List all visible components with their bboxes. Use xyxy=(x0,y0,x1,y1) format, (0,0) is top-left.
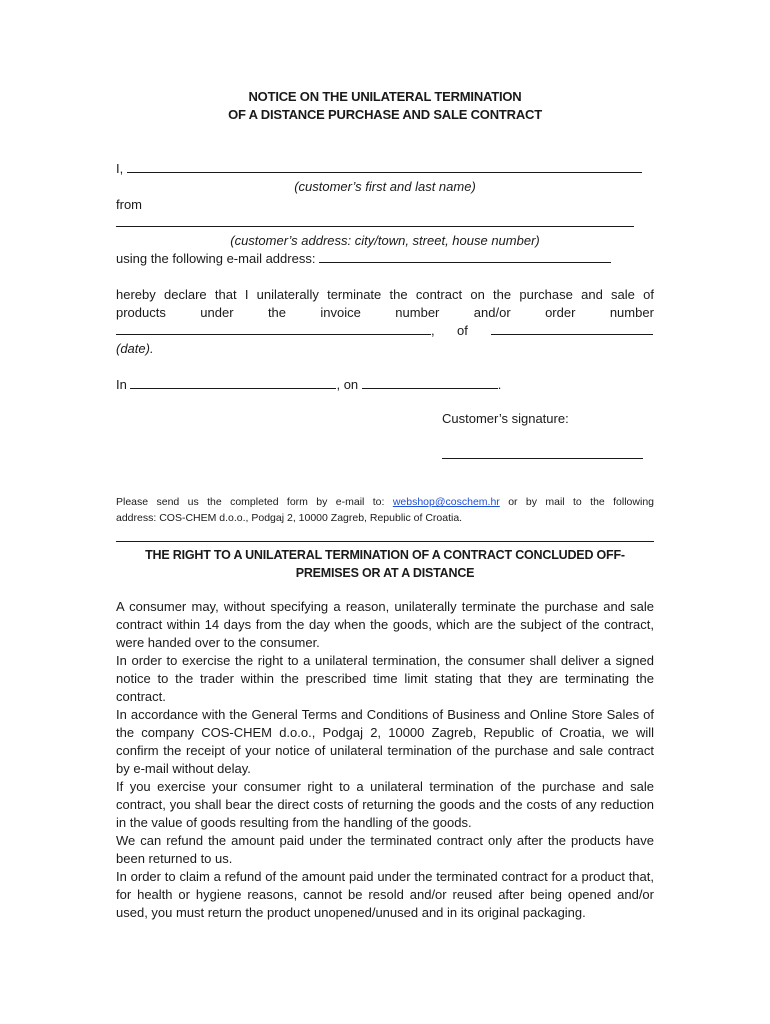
invoice-number-field[interactable] xyxy=(116,322,431,335)
address-row xyxy=(116,214,634,232)
webshop-email-link[interactable]: webshop@coschem.hr xyxy=(392,496,500,508)
rights-heading xyxy=(116,546,654,582)
date-caption: (date). xyxy=(116,341,154,356)
place-date-row xyxy=(116,376,501,394)
declare-word: the xyxy=(267,305,287,320)
declare-word: under xyxy=(200,305,234,320)
declare-word: order xyxy=(545,305,576,320)
address-caption: (customer’s address: city/town, street, house number) xyxy=(230,233,540,248)
signature-field[interactable] xyxy=(442,446,643,459)
rights-paragraph: If you exercise your consumer right to a unilateral termination of the purchase and sale contract, you shall bear the direct costs of returning the goods and the costs of any reduction in the value of goods resulting from the handling of the goods. xyxy=(116,779,654,830)
signing-date-field[interactable] xyxy=(362,376,498,389)
send-address: address: COS-CHEM d.o.o., Podgaj 2, 10000 Zagreb, Republic of Croatia. xyxy=(116,512,463,524)
customer-name-field[interactable] xyxy=(127,160,642,173)
send-text-before: Please send us the completed form by e-mail to: xyxy=(116,496,385,508)
rights-paragraph: A consumer may, without specifying a reason, unilaterally terminate the purchase and sale contract within 14 days from the day when the goods, which are the subject of the contract, were handed over to the consumer. xyxy=(116,599,654,650)
declare-word: invoice xyxy=(320,305,361,320)
rights-paragraph: In order to claim a refund of the amount paid under the terminated contract for a product that, for health or hygiene reasons, cannot be resold and/or reused after being opened and/or used, you must return the product unopened/unused and in its original packaging. xyxy=(116,869,654,920)
on-label: , on xyxy=(336,377,359,392)
section-divider xyxy=(116,541,654,542)
name-caption: (customer’s first and last name) xyxy=(294,179,476,194)
name-row xyxy=(116,160,642,178)
in-label: In xyxy=(116,377,127,392)
email-label: using the following e-mail address: xyxy=(116,251,316,266)
rights-heading-line1: THE RIGHT TO A UNILATERAL TERMINATION OF A CONTRACT CONCLUDED OFF- xyxy=(145,548,625,562)
declare-line1: hereby declare that I unilaterally terminate the contract on the purchase and sale of xyxy=(116,287,654,302)
customer-email-field[interactable] xyxy=(319,250,611,263)
rights-heading-line2: PREMISES OR AT A DISTANCE xyxy=(295,566,475,580)
from-label: from xyxy=(116,197,142,212)
i-label: I, xyxy=(116,161,124,176)
date-row xyxy=(491,322,653,340)
invoice-row xyxy=(116,322,435,340)
signature-label: Customer’s signature: xyxy=(442,411,569,426)
declare-line2 xyxy=(116,304,654,322)
declare-word: number xyxy=(395,305,440,320)
form-title xyxy=(116,88,654,124)
rights-body xyxy=(116,598,654,922)
place-field[interactable] xyxy=(130,376,336,389)
order-date-field[interactable] xyxy=(491,322,653,335)
period: . xyxy=(497,377,502,392)
rights-paragraph: In accordance with the General Terms and Conditions of Business and Online Store Sales of the company COS-CHEM d.o.o., Podgaj 2, 10000 Zagreb, Republic of Croatia, we will confirm the receipt of your notice of unilateral termination of the purchase and sale contract by e-mail without delay. xyxy=(116,707,654,776)
rights-paragraph: In order to exercise the right to a unilateral termination, the consumer shall deliver a signed notice to the trader within the prescribed time limit stating that they are terminating the contract. xyxy=(116,653,654,704)
declare-word: and/or xyxy=(473,305,511,320)
form-title-line2: OF A DISTANCE PURCHASE AND SALE CONTRACT xyxy=(228,107,542,122)
comma: , xyxy=(431,323,435,338)
send-instructions-line1 xyxy=(116,494,654,510)
of-label: of xyxy=(457,323,468,338)
declare-word: products xyxy=(116,305,166,320)
send-text-after: or by mail to the following xyxy=(508,496,654,508)
declare-word: number xyxy=(609,305,654,320)
customer-address-field[interactable] xyxy=(116,214,634,227)
rights-paragraph: We can refund the amount paid under the terminated contract only after the products have been returned to us. xyxy=(116,833,654,866)
form-title-line1: NOTICE ON THE UNILATERAL TERMINATION xyxy=(248,89,522,104)
signature-row xyxy=(442,446,643,464)
email-row xyxy=(116,250,611,268)
